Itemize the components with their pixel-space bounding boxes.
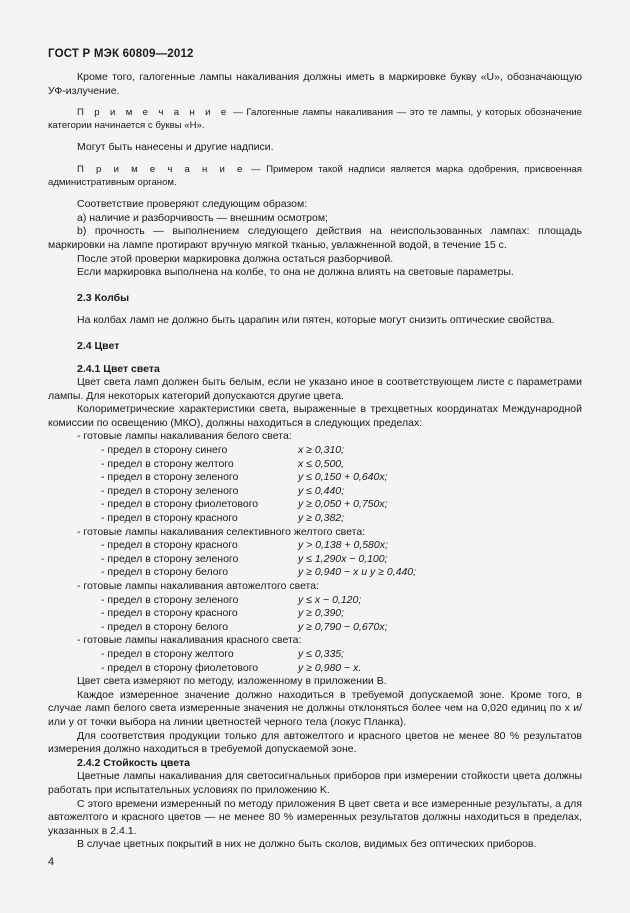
limit-value: y ≤ x − 0,120; [298, 593, 362, 606]
paragraph: Каждое измеренное значение должно находиться в требуемой допускаемой зоне. Кроме того, в случае ламп белого света измеренные значения не должны отклоняться более чем на 0,020 единиц по x и/или y от точки выбора на линии цветностей черного тела (локус Планка). [48, 688, 582, 728]
document-header: ГОСТ Р МЭК 60809—2012 [48, 48, 194, 60]
paragraph: Кроме того, галогенные лампы накаливания должны иметь в маркировке букву «U», обозначающую УФ-излучение. [48, 71, 582, 97]
limits-list [48, 430, 582, 675]
paragraph: Если маркировка выполнена на колбе, то она не должна влиять на световые параметры. [77, 266, 514, 279]
limit-row [48, 471, 582, 485]
paragraph: Колориметрические характеристики света, выраженные в трехцветных координатах Международной комиссии по освещению (МКО), должны находиться в следующих пределах: [48, 403, 582, 429]
limit-label: - предел в сторону фиолетового [101, 661, 259, 674]
limit-value: y ≥ 0,790 − 0,670x; [298, 620, 388, 633]
limit-value: y ≥ 0,940 − x и y ≥ 0,440; [298, 566, 417, 579]
paragraph: Цвет света ламп должен быть белым, если не указано иное в соответствующем листе с параметрами лампы. Для некоторых категорий допускаются другие цвета. [48, 376, 582, 402]
limit-label: - предел в сторону синего [101, 444, 228, 457]
limit-value: x ≥ 0,310; [298, 444, 345, 457]
limit-label: - предел в сторону желтого [101, 457, 234, 470]
paragraph: Соответствие проверяют следующим образом: [77, 198, 308, 211]
limit-label: - предел в сторону зеленого [101, 471, 239, 484]
limit-row [48, 566, 582, 580]
limit-label: - предел в сторону фиолетового [101, 498, 259, 511]
note [48, 164, 582, 189]
limits-group-title: - готовые лампы накаливания автожелтого света: [77, 580, 320, 592]
limit-value: y ≥ 0,980 − x. [298, 661, 362, 674]
note-text: — Примером такой надписи является марка одобрения, присвоенная административным органом. [48, 163, 583, 188]
limit-row [48, 648, 582, 662]
limit-row [48, 553, 582, 567]
limit-value: y ≤ 1,290x − 0,100; [298, 552, 388, 565]
limit-row [48, 498, 582, 512]
note-text: — Галогенные лампы накаливания — это те лампы, у которых обозначение категории начинается с буквы «H». [48, 107, 583, 131]
page-number: 4 [48, 856, 55, 868]
note [48, 107, 582, 132]
limit-value: y ≥ 0,050 + 0,750x; [298, 498, 388, 511]
limit-row [48, 444, 582, 458]
list-item: а) наличие и разборчивость — внешним осмотром; [77, 211, 328, 224]
paragraph: После этой проверки маркировка должна остаться разборчивой. [77, 252, 394, 265]
limit-row [48, 539, 582, 553]
paragraph: Цветные лампы накаливания для светосигнальных приборов при измерении стойкости цвета должны работать при испытательных условиях по приложению K. [48, 770, 582, 796]
limit-row [48, 594, 582, 608]
limit-value: y ≥ 0,382; [298, 512, 345, 525]
document-body [48, 71, 582, 852]
note-label: П р и м е ч а н и е [77, 107, 230, 119]
limit-label: - предел в сторону белого [101, 566, 229, 579]
limit-label: - предел в сторону красного [101, 607, 238, 620]
subsection-heading: 2.4.1 Цвет света [77, 362, 160, 375]
limit-row [48, 458, 582, 472]
note-label: П р и м е ч а н и е [77, 163, 246, 175]
limit-row [48, 607, 582, 621]
limit-value: y ≤ 0,150 + 0,640x; [298, 471, 388, 484]
limit-row [48, 662, 582, 676]
limit-value: y > 0,138 + 0,580x; [298, 539, 388, 552]
paragraph: Цвет света измеряют по методу, изложенному в приложении B. [77, 675, 387, 688]
limits-group-title: - готовые лампы накаливания красного света: [77, 634, 302, 647]
limit-label: - предел в сторону красного [101, 512, 238, 525]
limit-label: - предел в сторону зеленого [101, 484, 239, 497]
limit-label: - предел в сторону белого [101, 620, 229, 633]
list-item: b) прочность — выполнением следующего действия на неиспользованных лампах: площадь маркировки на лампе протирают вручную мягкой тканью, увлажненной водой, в течение 15 с. [48, 225, 582, 251]
limit-label: - предел в сторону красного [101, 539, 238, 552]
paragraph: В случае цветных покрытий в них не должно быть сколов, видимых без оптических приборов. [77, 838, 537, 851]
limit-label: - предел в сторону зеленого [101, 552, 239, 565]
limit-value: y ≤ 0,440; [298, 484, 345, 497]
limit-label: - предел в сторону желтого [101, 647, 234, 660]
paragraph: Могут быть нанесены и другие надписи. [77, 141, 274, 154]
limit-row [48, 485, 582, 499]
limit-row [48, 512, 582, 526]
section-heading: 2.3 Колбы [77, 291, 130, 304]
limit-value: y ≥ 0,390; [298, 607, 345, 620]
limit-value: x ≤ 0,500, [298, 457, 345, 470]
subsection-heading: 2.4.2 Стойкость цвета [77, 756, 190, 769]
section-heading: 2.4 Цвет [77, 339, 120, 352]
limit-value: y ≤ 0,335; [298, 647, 345, 660]
paragraph: С этого времени измеренный по методу приложения B цвет света и все измеренные результаты, а для автожелтого и красного цветов — не менее 80 % измеренных результатов должны находиться в пределах, указанных в 2.4.1. [48, 797, 582, 837]
limit-row [48, 621, 582, 635]
limits-group-title: - готовые лампы накаливания белого света: [77, 430, 292, 443]
paragraph: На колбах ламп не должно быть царапин или пятен, которые могут снизить оптические свойства. [77, 314, 555, 327]
limits-group-title: - готовые лампы накаливания селективного желтого света: [77, 525, 366, 538]
paragraph: Для соответствия продукции только для автожелтого и красного цветов не менее 80 % результатов измерения должно находиться в требуемой допускаемой зоне. [48, 729, 582, 756]
limit-label: - предел в сторону зеленого [101, 593, 239, 606]
